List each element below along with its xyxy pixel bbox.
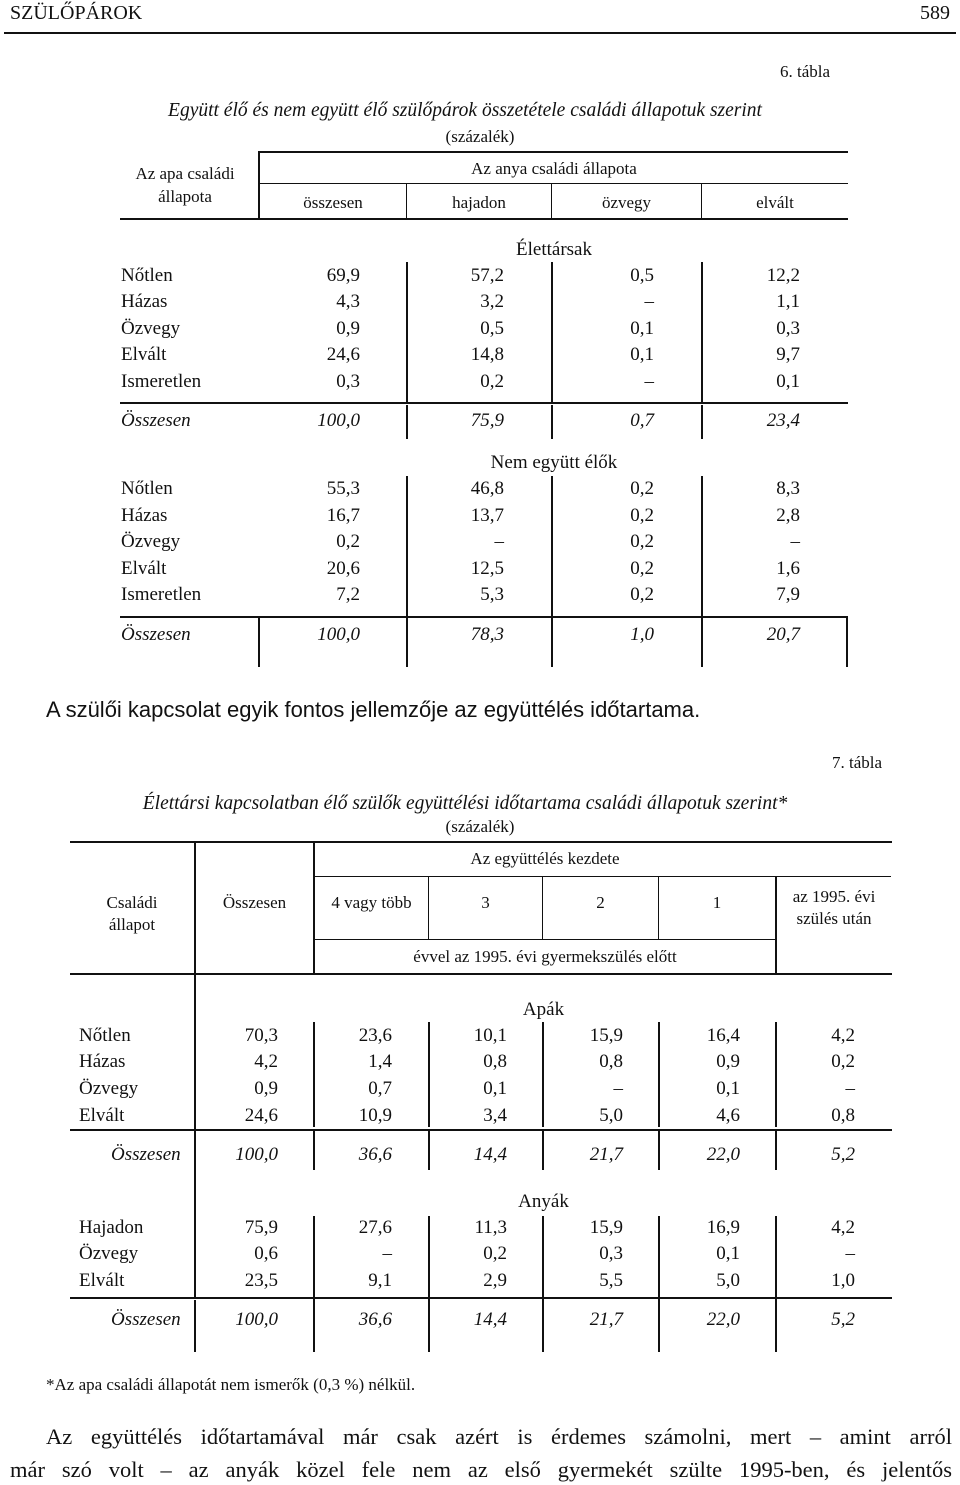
row-label: Nőtlen (121, 265, 173, 286)
table7-section-label: Anyák (518, 1191, 569, 1212)
table6-col-divider (551, 476, 553, 616)
table6-col-divider (551, 405, 553, 439)
table7-subgroup-footer: évvel az 1995. évi gyermekszülés előtt (413, 947, 677, 966)
table-cell: 0,2 (831, 1051, 855, 1072)
table-cell: 7,2 (336, 584, 360, 605)
row-label: Hajadon (79, 1217, 144, 1238)
table-cell: 70,3 (244, 1025, 278, 1046)
row-label: Elvált (121, 344, 167, 365)
table-cell: 14,8 (470, 344, 504, 365)
table-cell: 5,0 (599, 1105, 623, 1126)
table7-unit: (százalék) (445, 817, 515, 836)
table-cell: 10,1 (473, 1025, 507, 1046)
table6-row-header-1: Az apa családi (135, 164, 235, 183)
table6-unit: (százalék) (445, 127, 515, 146)
table7-row-header-2: állapot (108, 915, 156, 934)
table-cell: 1,1 (776, 291, 800, 312)
table-cell: 0,8 (831, 1105, 855, 1126)
table-cell: 12,2 (766, 265, 800, 286)
table-cell: 0,9 (254, 1078, 278, 1099)
table-cell: – (845, 1243, 855, 1264)
table-cell: 0,2 (630, 584, 654, 605)
table-cell: 0,1 (716, 1243, 740, 1264)
total-cell: 14,4 (473, 1144, 507, 1165)
table7-footnote: *Az apa családi állapotát nem ismerők (0,3 %) nélkül. (46, 1375, 416, 1394)
table6-group-rule (260, 183, 848, 184)
table-cell: 0,1 (630, 344, 654, 365)
table6-number: 6. tábla (780, 62, 831, 81)
table-cell: 46,8 (470, 478, 504, 499)
row-label: Elvált (79, 1105, 125, 1126)
row-label: Ismeretlen (121, 584, 202, 605)
total-cell: 100,0 (317, 410, 360, 431)
table6-col-header: hajadon (452, 193, 506, 212)
table-cell: 4,2 (831, 1217, 855, 1238)
table-cell: 0,2 (630, 558, 654, 579)
total-cell: 0,7 (630, 410, 654, 431)
table-cell: 4,2 (254, 1051, 278, 1072)
table-cell: 15,9 (589, 1025, 623, 1046)
table-cell: 24,6 (244, 1105, 278, 1126)
table-cell: 5,0 (716, 1270, 740, 1291)
table-cell: 0,1 (483, 1078, 507, 1099)
table-cell: 16,9 (706, 1217, 740, 1238)
row-label: Házas (121, 505, 168, 526)
table-cell: 10,9 (358, 1105, 392, 1126)
total-label: Összesen (121, 410, 191, 431)
row-label: Özvegy (121, 531, 181, 552)
total-cell: 21,7 (589, 1144, 623, 1165)
table-cell: 69,9 (326, 265, 360, 286)
table6-section-label: Nem együtt élők (490, 452, 618, 473)
table-cell: 57,2 (470, 265, 504, 286)
table-cell: 11,3 (474, 1217, 507, 1238)
table-cell: 5,3 (480, 584, 504, 605)
table7-col-header: 4 vagy több (331, 893, 412, 912)
table-cell: – (644, 291, 654, 312)
table-cell: 2,8 (776, 505, 800, 526)
table-cell: 4,2 (831, 1025, 855, 1046)
table-cell: 8,3 (776, 478, 800, 499)
row-label: Ismeretlen (121, 371, 202, 392)
table-cell: 0,9 (716, 1051, 740, 1072)
total-cell: 22,0 (706, 1144, 740, 1165)
table6-col-header: összesen (303, 193, 363, 212)
table7-section-rule (70, 1129, 892, 1131)
table-cell: 13,7 (470, 505, 504, 526)
table-cell: 0,1 (776, 371, 800, 392)
table-cell: 55,3 (326, 478, 360, 499)
table-cell: 0,8 (483, 1051, 507, 1072)
table7-total-header: Összesen (222, 893, 287, 912)
table-cell: 0,3 (336, 371, 360, 392)
table-cell: – (790, 531, 800, 552)
total-label: Összesen (111, 1144, 181, 1165)
table-cell: 12,5 (470, 558, 504, 579)
table-cell: – (382, 1243, 392, 1264)
total-cell: 100,0 (317, 624, 360, 645)
table-cell: 15,9 (589, 1217, 623, 1238)
table7-col-header: 1 (712, 893, 722, 912)
table-cell: 0,2 (630, 531, 654, 552)
total-cell: 36,6 (358, 1309, 392, 1330)
table-cell: 4,6 (716, 1105, 740, 1126)
row-label: Özvegy (79, 1078, 139, 1099)
table6-header-bottom-rule (120, 218, 848, 220)
total-cell: 78,3 (470, 624, 504, 645)
table-cell: – (845, 1078, 855, 1099)
table-cell: 0,3 (599, 1243, 623, 1264)
table-cell: 0,5 (630, 265, 654, 286)
table-cell: 75,9 (244, 1217, 278, 1238)
table-cell: 0,5 (480, 318, 504, 339)
table-cell: 16,7 (326, 505, 360, 526)
table7-title: Élettársi kapcsolatban élő szülők együttélési időtartama családi állapotuk szerint* (142, 793, 788, 814)
table7-section-rule (70, 1297, 892, 1299)
table7-row-header-1: Családi (106, 893, 158, 912)
table-cell: 24,6 (326, 344, 360, 365)
total-label: Összesen (121, 624, 191, 645)
table7-group-header: Az együttélés kezdete (470, 849, 620, 868)
table-cell: 0,3 (776, 318, 800, 339)
table-cell: 0,8 (599, 1051, 623, 1072)
table-cell: 1,0 (831, 1270, 855, 1291)
total-cell: 5,2 (831, 1144, 855, 1165)
table7-subgroup-rule (313, 939, 775, 940)
table-cell: 0,2 (483, 1243, 507, 1264)
table6-col-header: elvált (756, 193, 794, 212)
total-label: Összesen (111, 1309, 181, 1330)
table-cell: 1,6 (776, 558, 800, 579)
page-number: 589 (920, 2, 950, 24)
total-cell: 23,4 (766, 410, 800, 431)
row-label: Elvált (79, 1270, 125, 1291)
row-label: Nőtlen (79, 1025, 131, 1046)
total-cell: 36,6 (358, 1144, 392, 1165)
table6-section-label: Élettársak (516, 239, 592, 260)
total-cell: 20,7 (766, 624, 800, 645)
table-cell: – (494, 531, 504, 552)
table-cell: 3,4 (483, 1105, 507, 1126)
body-paragraph: A szülői kapcsolat egyik fontos jellemzője az együttélés időtartama. (46, 697, 701, 722)
table-cell: 9,1 (368, 1270, 392, 1291)
total-cell: 5,2 (831, 1309, 855, 1330)
table6-col-divider (846, 617, 848, 667)
total-cell: 100,0 (235, 1309, 278, 1330)
table-cell: 20,6 (326, 558, 360, 579)
table-cell: – (613, 1078, 623, 1099)
table6-title: Együtt élő és nem együtt élő szülőpárok összetétele családi állapotuk szerint (168, 100, 762, 121)
row-label: Nőtlen (121, 478, 173, 499)
body-paragraph-line: már szó volt – az anyák közel fele nem az első gyermekét szülte 1995-ben, és jelentős (10, 1457, 952, 1482)
row-label: Házas (79, 1051, 126, 1072)
table-cell: 27,6 (358, 1217, 392, 1238)
table-cell: 0,2 (630, 505, 654, 526)
table6-col-header: özvegy (601, 193, 652, 212)
table-cell: 0,2 (336, 531, 360, 552)
row-label: Özvegy (121, 318, 181, 339)
table6-top-rule (258, 151, 848, 153)
table7-last-col-header-2: szülés után (796, 909, 872, 928)
table-cell: 7,9 (776, 584, 800, 605)
table7-col-header: 2 (596, 893, 605, 912)
table-cell: – (644, 371, 654, 392)
total-cell: 14,4 (473, 1309, 507, 1330)
table7-last-col-header-1: az 1995. évi (792, 887, 876, 906)
total-cell: 22,0 (706, 1309, 740, 1330)
table-cell: 0,2 (630, 478, 654, 499)
table6-col-divider (551, 262, 553, 404)
table-cell: 23,6 (358, 1025, 392, 1046)
table-cell: 0,1 (630, 318, 654, 339)
table-cell: 0,9 (336, 318, 360, 339)
table-cell: 5,5 (599, 1270, 623, 1291)
table-cell: 0,6 (254, 1243, 278, 1264)
table-cell: 23,5 (244, 1270, 278, 1291)
table-cell: 1,4 (368, 1051, 392, 1072)
table-cell: 16,4 (706, 1025, 740, 1046)
total-cell: 1,0 (630, 624, 654, 645)
table-cell: 0,2 (480, 371, 504, 392)
table7-section-label: Apák (522, 999, 565, 1020)
body-paragraph-line: Az együttélés időtartamával már csak azért is érdemes számolni, mert – amint arról (46, 1424, 952, 1449)
table-cell: 9,7 (776, 344, 800, 365)
table-cell: 4,3 (336, 291, 360, 312)
total-cell: 75,9 (470, 410, 504, 431)
table-cell: 2,9 (483, 1270, 507, 1291)
table7-group-rule (313, 876, 891, 877)
table7-number: 7. tábla (832, 753, 883, 772)
table6-col-divider (551, 617, 553, 667)
table6-group-header: Az anya családi állapota (471, 159, 637, 178)
header-rule (4, 32, 956, 34)
table6-row-header-2: állapota (158, 187, 212, 206)
table6-section-rule (120, 402, 848, 404)
running-header-title: SZÜLŐPÁROK (10, 2, 143, 24)
table-cell: 0,7 (368, 1078, 392, 1099)
total-cell: 21,7 (589, 1309, 623, 1330)
total-cell: 100,0 (235, 1144, 278, 1165)
table-cell: 0,1 (716, 1078, 740, 1099)
table-cell: 3,2 (480, 291, 504, 312)
table7-col-header: 3 (481, 893, 490, 912)
row-label: Elvált (121, 558, 167, 579)
row-label: Özvegy (79, 1243, 139, 1264)
table6-section-rule (120, 616, 848, 618)
row-label: Házas (121, 291, 168, 312)
